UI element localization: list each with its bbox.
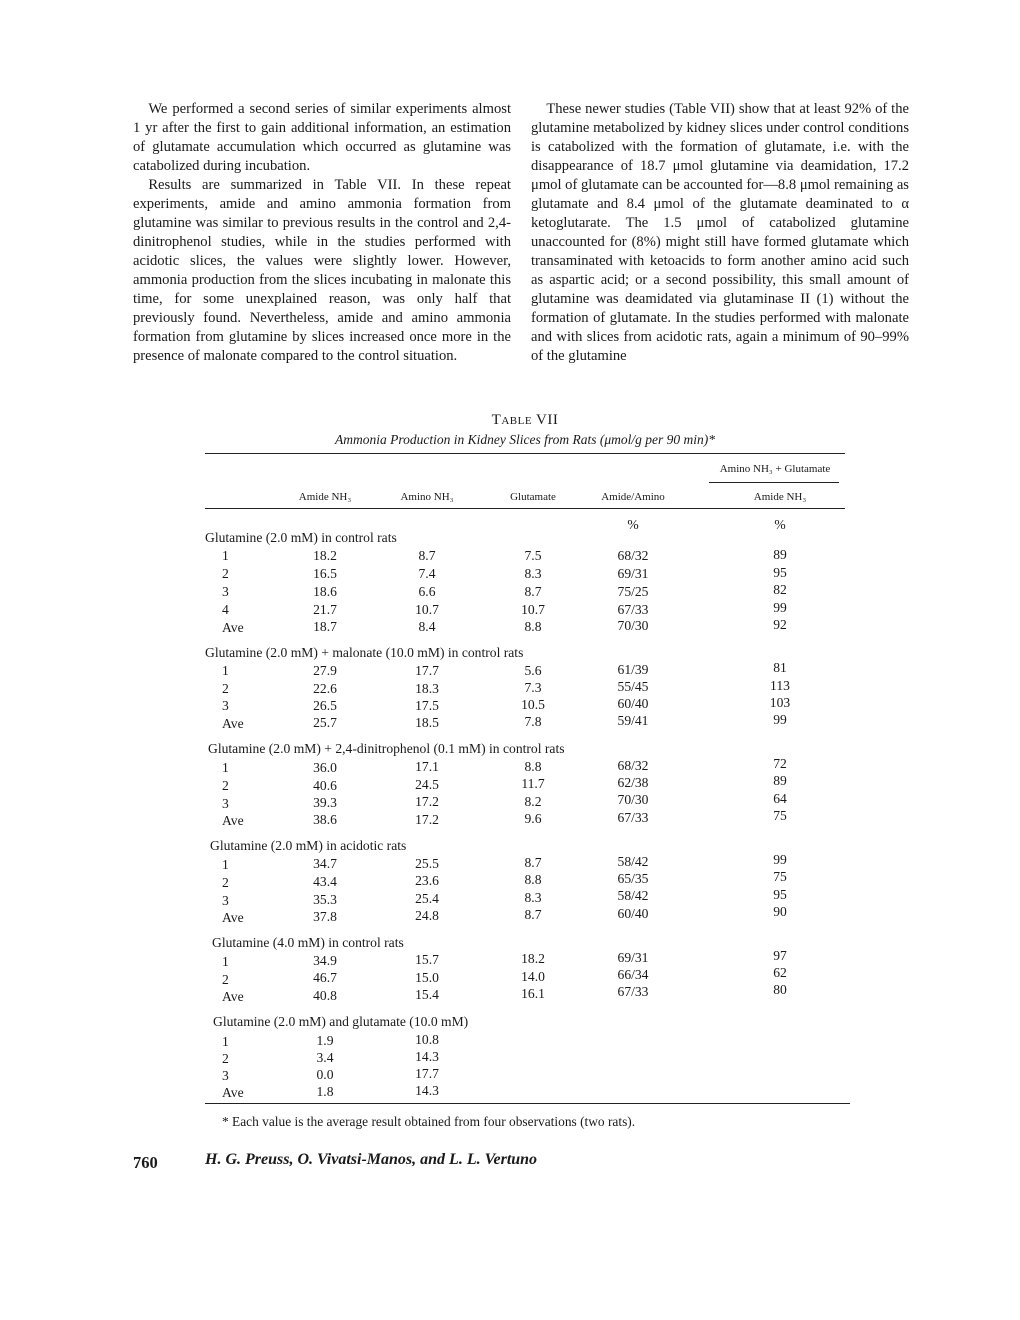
page-number: 760 [133, 1153, 158, 1172]
row-label: 3 [222, 796, 229, 811]
amide-value: 1.8 [316, 1084, 334, 1099]
amide-value: 37.8 [313, 909, 337, 924]
ratio-value: 60/40 [617, 696, 649, 711]
glutamate-value: 16.1 [521, 986, 545, 1001]
row-label: 2 [222, 681, 229, 696]
row-label: 1 [222, 954, 229, 969]
row-label: Ave [222, 716, 244, 731]
amino-value: 15.4 [415, 987, 439, 1002]
amide-value: 40.6 [313, 778, 337, 793]
ratio-value: 58/42 [617, 888, 649, 903]
amide-value: 21.7 [313, 602, 337, 617]
pct-value: 97 [773, 948, 787, 963]
amino-value: 17.7 [415, 663, 439, 678]
group-title: Glutamine (2.0 mM) in control rats [205, 530, 397, 545]
amide-value: 40.8 [313, 988, 337, 1003]
ratio-value: 69/31 [617, 566, 649, 581]
amino-value: 18.3 [415, 681, 439, 696]
amino-value: 17.2 [415, 794, 439, 809]
glutamate-value: 8.3 [524, 890, 542, 905]
amino-value: 8.4 [418, 619, 436, 634]
running-authors: H. G. Preuss, O. Vivatsi-Manos, and L. L. Vertuno [205, 1151, 538, 1168]
amide-value: 27.9 [313, 663, 337, 678]
row-label: 2 [222, 875, 229, 890]
row-label: 4 [222, 602, 229, 617]
glutamate-value: 8.8 [524, 619, 542, 634]
ratio-value: 66/34 [617, 967, 649, 982]
ratio-value: 55/45 [617, 679, 649, 694]
amide-value: 0.0 [316, 1067, 334, 1082]
amide-value: 39.3 [313, 795, 337, 810]
amino-value: 14.3 [415, 1049, 439, 1064]
amide-value: 1.9 [316, 1033, 334, 1048]
glutamate-value: 14.0 [521, 969, 545, 984]
header-pct-numerator: Amino NH₃ + Glutamate [719, 463, 831, 475]
row-label: 3 [222, 1068, 229, 1083]
row-label: 3 [222, 893, 229, 908]
amide-value: 18.7 [313, 619, 337, 634]
amide-value: 25.7 [313, 715, 337, 730]
pct-value: 75 [773, 869, 787, 884]
amide-value: 16.5 [313, 566, 337, 581]
header-pct-denominator: Amide NH₃ [753, 491, 807, 503]
ratio-value: 61/39 [617, 662, 649, 677]
amide-value: 34.9 [313, 953, 337, 968]
amide-value: 18.6 [313, 584, 337, 599]
amide-value: 3.4 [316, 1050, 334, 1065]
glutamate-value: 18.2 [521, 951, 545, 966]
glutamate-value: 9.6 [524, 811, 542, 826]
group-title: Glutamine (2.0 mM) + 2,4-dinitrophenol (0.1 mM) in control rats [208, 741, 565, 756]
amino-value: 15.7 [415, 952, 439, 967]
amino-value: 18.5 [415, 715, 439, 730]
table-bottom-rule [205, 1103, 850, 1104]
row-label: 1 [222, 1034, 229, 1049]
amino-value: 17.5 [415, 698, 439, 713]
amide-value: 36.0 [313, 760, 337, 775]
amino-value: 24.5 [415, 777, 439, 792]
header-amino: Amino NH₃ [400, 491, 454, 503]
amino-value: 17.2 [415, 812, 439, 827]
amino-value: 10.7 [415, 602, 439, 617]
unit-ratio: % [627, 517, 639, 532]
row-label: Ave [222, 813, 244, 828]
row-label: 1 [222, 857, 229, 872]
amino-value: 14.3 [415, 1083, 439, 1098]
pct-value: 90 [773, 904, 787, 919]
group-title: Glutamine (4.0 mM) in control rats [212, 935, 404, 950]
amino-value: 23.6 [415, 873, 439, 888]
amino-value: 17.7 [415, 1066, 439, 1081]
glutamate-value: 8.7 [524, 584, 542, 599]
amide-value: 22.6 [313, 681, 337, 696]
pct-value: 75 [773, 808, 787, 823]
glutamate-value: 10.5 [521, 697, 545, 712]
pct-value: 64 [773, 791, 787, 806]
glutamate-value: 11.7 [521, 776, 545, 791]
left-text-column [133, 100, 511, 366]
glutamate-value: 7.3 [524, 680, 542, 695]
row-label: 2 [222, 1051, 229, 1066]
table-caption: Ammonia Production in Kidney Slices from Rats (μmol/g per 90 min)* [335, 432, 715, 447]
ratio-value: 68/32 [617, 548, 649, 563]
row-label: 3 [222, 698, 229, 713]
ratio-value: 58/42 [617, 854, 649, 869]
pct-value: 103 [769, 695, 791, 710]
glutamate-value: 8.7 [524, 907, 542, 922]
ratio-value: 62/38 [617, 775, 649, 790]
amino-value: 25.4 [415, 891, 439, 906]
paragraph: These newer studies (Table VII) show that at least 92% of the glutamine metabolized by kidney slices under control conditions is catabolized with the formation of glutamate, i.e. with the disappearance of 18.7 μmol glutamine via deamidation, 17.2 μmol of glutamate can be accounted for—8.8 μmol remaining as glutamate and 8.4 μmol of the glutamate deaminated to α ketoglutarate. The 1.5 μmol of catabolized glutamine unaccounted for (8%) might still have formed glutamate which transaminated with ketoacids to form another amino acid such as aspartic acid; or a second possibility, this small amount of glutamine was deamidated via glutaminase II (1) without the formation of glutamate. In the studies performed with malonate and with slices from acidotic rats, again a minimum of 90–99% of the glutamine [531, 101, 909, 364]
table-heading [205, 410, 845, 449]
amino-value: 6.6 [418, 584, 436, 599]
pct-value: 113 [770, 678, 790, 693]
pct-value: 72 [773, 756, 787, 771]
glutamate-value: 7.8 [524, 714, 542, 729]
amide-value: 38.6 [313, 812, 337, 827]
pct-value: 81 [773, 660, 787, 675]
paragraph: Results are summarized in Table VII. In these repeat experiments, amide and amino ammonia formation from glutamine was similar to previous results in the control and 2,4-dinitrophenol studies, while in the studies performed with acidotic slices, the values were slightly lower. However, ammonia production from the slices incubating in malonate this time, for some unexplained reason, was only half that previously found. Nevertheless, amide and amino ammonia formation from glutamine by slices increased once more in the presence of malonate compared to the control situation. [133, 177, 511, 364]
amide-value: 46.7 [313, 970, 337, 985]
ratio-value: 67/33 [617, 984, 649, 999]
table-top-rule [205, 453, 845, 454]
glutamate-value: 7.5 [524, 548, 542, 563]
amino-value: 8.7 [418, 548, 436, 563]
pct-value: 95 [773, 565, 787, 580]
ratio-value: 60/40 [617, 906, 649, 921]
table-footnote: * Each value is the average result obtained from four observations (two rats). [222, 1114, 636, 1129]
pct-value: 99 [773, 712, 787, 727]
pct-value: 82 [773, 582, 787, 597]
glutamate-value: 8.7 [524, 855, 542, 870]
glutamate-value: 8.8 [524, 872, 542, 887]
row-label: 1 [222, 760, 229, 775]
ratio-value: 67/33 [617, 810, 649, 825]
glutamate-value: 8.8 [524, 759, 542, 774]
header-rule [205, 508, 845, 509]
amide-value: 34.7 [313, 856, 337, 871]
right-text-column [531, 100, 909, 366]
row-label: 2 [222, 972, 229, 987]
pct-value: 80 [773, 982, 787, 997]
unit-pct: % [774, 517, 786, 532]
pct-value: 99 [773, 852, 787, 867]
ratio-value: 68/32 [617, 758, 649, 773]
row-label: 1 [222, 663, 229, 678]
glutamate-value: 8.2 [524, 794, 542, 809]
glutamate-value: 5.6 [524, 663, 542, 678]
fraction-bar [709, 482, 839, 483]
pct-value: 89 [773, 773, 787, 788]
glutamate-value: 8.3 [524, 566, 542, 581]
group-title: Glutamine (2.0 mM) + malonate (10.0 mM) in control rats [205, 645, 524, 660]
paragraph: We performed a second series of similar experiments almost 1 yr after the first to gain additional information, an estimation of glutamate accumulation which occurred as glutamine was catabolized during incubation. [133, 101, 511, 174]
amino-value: 25.5 [415, 856, 439, 871]
amide-value: 43.4 [313, 874, 337, 889]
glutamate-value: 10.7 [521, 602, 545, 617]
row-label: 3 [222, 584, 229, 599]
group-title: Glutamine (2.0 mM) and glutamate (10.0 mM) [213, 1014, 469, 1029]
pct-value: 95 [773, 887, 787, 902]
row-label: Ave [222, 620, 244, 635]
pct-value: 62 [773, 965, 787, 980]
table-label: Table VII [491, 412, 559, 428]
header-glutamate: Glutamate [510, 491, 556, 503]
row-label: 1 [222, 548, 229, 563]
ratio-value: 65/35 [617, 871, 649, 886]
amino-value: 24.8 [415, 908, 439, 923]
pct-value: 92 [773, 617, 787, 632]
row-label: 2 [222, 566, 229, 581]
amino-value: 7.4 [418, 566, 436, 581]
amide-value: 26.5 [313, 698, 337, 713]
row-label: 2 [222, 778, 229, 793]
amide-value: 18.2 [313, 548, 337, 563]
amino-value: 15.0 [415, 970, 439, 985]
row-label: Ave [222, 1085, 244, 1100]
group-title: Glutamine (2.0 mM) in acidotic rats [210, 838, 407, 853]
ratio-value: 69/31 [617, 950, 649, 965]
pct-value: 89 [773, 547, 787, 562]
row-label: Ave [222, 989, 244, 1004]
ratio-value: 67/33 [617, 602, 649, 617]
amino-value: 10.8 [415, 1032, 439, 1047]
header-amide: Amide NH₃ [298, 491, 352, 503]
amino-value: 17.1 [415, 759, 439, 774]
ratio-value: 59/41 [617, 713, 649, 728]
header-ratio: Amide/Amino [601, 491, 665, 503]
ratio-value: 70/30 [617, 792, 649, 807]
amide-value: 35.3 [313, 892, 337, 907]
row-label: Ave [222, 910, 244, 925]
ratio-value: 75/25 [617, 584, 649, 599]
ratio-value: 70/30 [617, 618, 649, 633]
pct-value: 99 [773, 600, 787, 615]
